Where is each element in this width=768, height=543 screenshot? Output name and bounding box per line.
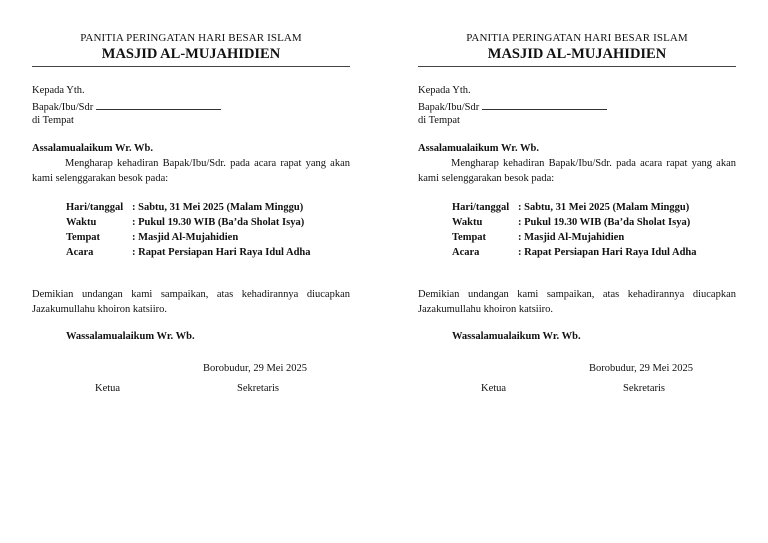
detail-value: : Sabtu, 31 Mei 2025 (Malam Minggu) (132, 202, 304, 213)
detail-row-date (452, 200, 736, 215)
detail-label: Waktu (452, 217, 483, 228)
signatory-chairman: Ketua (95, 383, 121, 394)
detail-value: : Rapat Persiapan Hari Raya Idul Adha (518, 247, 697, 258)
detail-value: : Rapat Persiapan Hari Raya Idul Adha (132, 247, 311, 258)
detail-value: : Pukul 19.30 WIB (Ba’da Sholat Isya) (132, 217, 305, 228)
invitation-letter-left (32, 0, 350, 543)
detail-label: Tempat (452, 232, 487, 243)
closing-paragraph: Demikian undangan kami sampaikan, atas kehadirannya diucapkan Jazakumullahu khoiron katsiiro. (32, 289, 350, 315)
signatory-chairman: Ketua (481, 383, 507, 394)
recipient-line-3: di Tempat (32, 115, 74, 126)
committee-name: PANITIA PERINGATAN HARI BESAR ISLAM (466, 32, 688, 44)
header-divider (32, 66, 350, 67)
signatory-secretary: Sekretaris (237, 383, 279, 394)
detail-value: : Masjid Al-Mujahidien (132, 232, 239, 243)
detail-row-place (452, 230, 736, 245)
detail-row-event (452, 245, 736, 260)
greeting: Assalamualaikum Wr. Wb. (32, 143, 153, 154)
event-details (66, 200, 350, 260)
detail-row-time (66, 215, 350, 230)
intro-paragraph: Mengharap kehadiran Bapak/Ibu/Sdr. pada acara rapat yang akan kami selenggarakan besok pada: (32, 158, 350, 184)
detail-row-place (66, 230, 350, 245)
recipient-blank (482, 100, 607, 110)
recipient-line-1: Kepada Yth. (32, 85, 85, 96)
detail-label: Tempat (66, 232, 101, 243)
recipient-line-3: di Tempat (418, 115, 460, 126)
recipient-line-1: Kepada Yth. (418, 85, 471, 96)
detail-label: Acara (452, 247, 480, 258)
recipient-line-2 (32, 100, 221, 113)
recipient-label: Bapak/Ibu/Sdr (418, 102, 480, 113)
place-date: Borobudur, 29 Mei 2025 (589, 363, 693, 374)
header-divider (418, 66, 736, 67)
recipient-blank (96, 100, 221, 110)
signatory-secretary: Sekretaris (623, 383, 665, 394)
detail-row-date (66, 200, 350, 215)
mosque-name: MASJID AL-MUJAHIDIEN (487, 46, 667, 62)
intro-paragraph: Mengharap kehadiran Bapak/Ibu/Sdr. pada acara rapat yang akan kami selenggarakan besok pada: (418, 158, 736, 184)
recipient-label: Bapak/Ibu/Sdr (32, 102, 94, 113)
committee-name: PANITIA PERINGATAN HARI BESAR ISLAM (80, 32, 302, 44)
farewell: Wassalamualaikum Wr. Wb. (66, 331, 195, 342)
detail-row-time (452, 215, 736, 230)
recipient-line-2 (418, 100, 607, 113)
detail-label: Waktu (66, 217, 97, 228)
farewell: Wassalamualaikum Wr. Wb. (452, 331, 581, 342)
event-details (452, 200, 736, 260)
detail-label: Hari/tanggal (66, 202, 124, 213)
invitation-letter-right (418, 0, 736, 543)
greeting: Assalamualaikum Wr. Wb. (418, 143, 539, 154)
closing-paragraph: Demikian undangan kami sampaikan, atas kehadirannya diucapkan Jazakumullahu khoiron katsiiro. (418, 289, 736, 315)
detail-value: : Pukul 19.30 WIB (Ba’da Sholat Isya) (518, 217, 691, 228)
detail-label: Acara (66, 247, 94, 258)
detail-label: Hari/tanggal (452, 202, 510, 213)
mosque-name: MASJID AL-MUJAHIDIEN (101, 46, 281, 62)
detail-value: : Masjid Al-Mujahidien (518, 232, 625, 243)
detail-value: : Sabtu, 31 Mei 2025 (Malam Minggu) (518, 202, 690, 213)
detail-row-event (66, 245, 350, 260)
place-date: Borobudur, 29 Mei 2025 (203, 363, 307, 374)
